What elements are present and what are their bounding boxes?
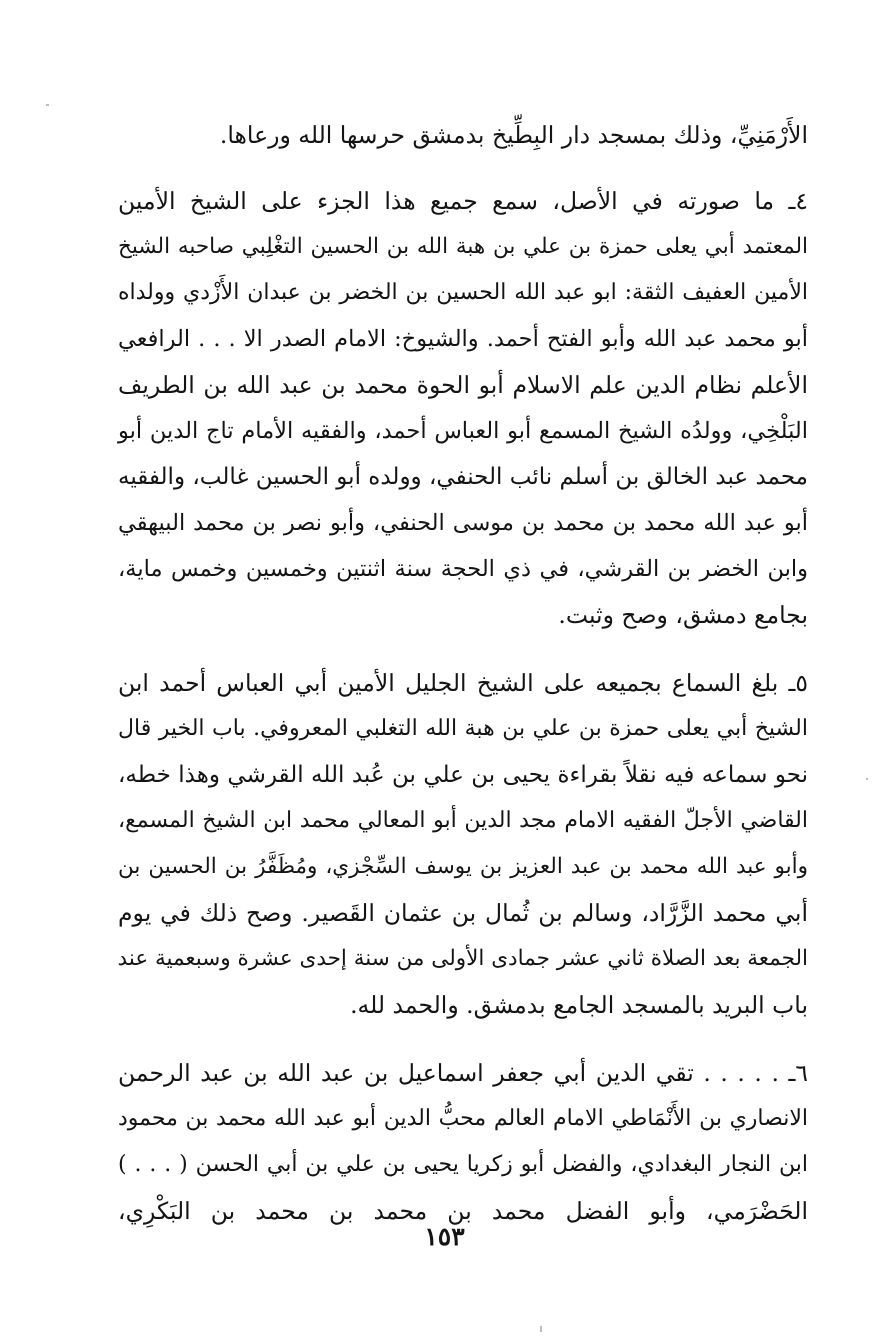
scan-speck (540, 1326, 542, 1332)
text-line: وابن الخضر بن القرشي، في ذي الحجة سنة اثنتين وخمسين وخمس ماية، (118, 556, 808, 582)
text-line: الحَضْرَمي، وأبو الفضل محمد بن محمد بن محمد بن البَكْرِي، (118, 1197, 808, 1225)
text-line: الانصاري بن الأَنْمَاطي الامام العالم محبُّ الدين أبو عبد الله محمد بن محمود (118, 1106, 808, 1131)
paragraph-item-6 (118, 1050, 808, 1234)
paragraph-item-4 (118, 178, 808, 638)
paragraph-item-5 (118, 660, 808, 1028)
text-line: القاضي الأجلّ الفقيه الامام مجد الدين أبو المعالي محمد ابن الشيخ المسمع، (118, 808, 808, 833)
paragraph-continuation (118, 112, 808, 158)
text-line: ابن النجار البغدادي، والفضل أبو زكريا يحيى بن علي بن أبي الحسن ( . . . ) (118, 1152, 808, 1177)
text-line: نحو سماعه فيه نقلاً بقراءة يحيى بن علي بن عُبد الله القرشي وهذا خطه، (118, 762, 808, 788)
text-line: ٥ـ بلغ السماع بجميعه على الشيخ الجليل الأمين أبي العباس أحمد ابن (118, 669, 808, 697)
text-line: أبو عبد الله محمد بن محمد بن موسى الحنفي، وأبو نصر بن محمد البيهقي (118, 510, 808, 536)
text-line: الأمين العفيف الثقة: ابو عبد الله الحسين بن الخضر بن عبدان الأَزْدي وولداه (118, 280, 808, 305)
text-line: وأبو عبد الله محمد بن عبد العزيز بن يوسف السِّجْزي، ومُظَفَّرُ بن الحسين بن (118, 854, 808, 879)
text-line: الشيخ أبي يعلى حمزة بن علي بن هبة الله التغلبي المعروفي. باب الخير قال (118, 716, 808, 741)
text-line: المعتمد أبي يعلى حمزة بن علي بن هبة الله بن الحسين التغْلِبي صاحبه الشيخ (118, 234, 808, 259)
text-line: أبو محمد عبد الله وأبو الفتح أحمد. والشيوخ: الامام الصدر الا . . . الرافعي (118, 326, 808, 352)
text-line: الأَرْمَنِيِّ، وذلك بمسجد دار البِطِّيخ بدمشق حرسها الله ورعاها. (219, 121, 808, 149)
text-line: الجمعة بعد الصلاة ثاني عشر جمادى الأولى من سنة إحدى عشرة وسبعمية عند (117, 946, 808, 971)
text-line: باب البريد بالمسجد الجامع بدمشق. والحمد لله. (350, 991, 808, 1019)
page-number: ١٥٣ (424, 1222, 465, 1251)
document-page (118, 112, 808, 1234)
text-line: ٤ـ ما صورته في الأصل، سمع جميع هذا الجزء على الشيخ الأمين (118, 187, 808, 215)
text-line: محمد عبد الخالق بن أسلم نائب الحنفي، وولده أبو الحسين غالب، والفقيه (118, 464, 808, 490)
text-line: أبي محمد الزَّرَّاد، وسالم بن ثُمال بن عثمان القَصير. وصح ذلك في يوم (118, 899, 808, 927)
scan-speck (46, 104, 49, 106)
text-line: الأعلم نظام الدين علم الاسلام أبو الحوة محمد بن عبد الله بن الطريف (118, 371, 808, 399)
text-line: ٦ـ . . . . . تقي الدين أبي جعفر اسماعيل بن عبد الله بن عبد الرحمن (118, 1059, 808, 1087)
scan-speck (866, 778, 868, 780)
text-line: بجامع دمشق، وصح وثبت. (558, 601, 808, 629)
text-line: البَلْخِي، وولدُه الشيخ المسمع أبو العباس أحمد، والفقيه الأمام تاج الدين أبو (118, 418, 808, 444)
